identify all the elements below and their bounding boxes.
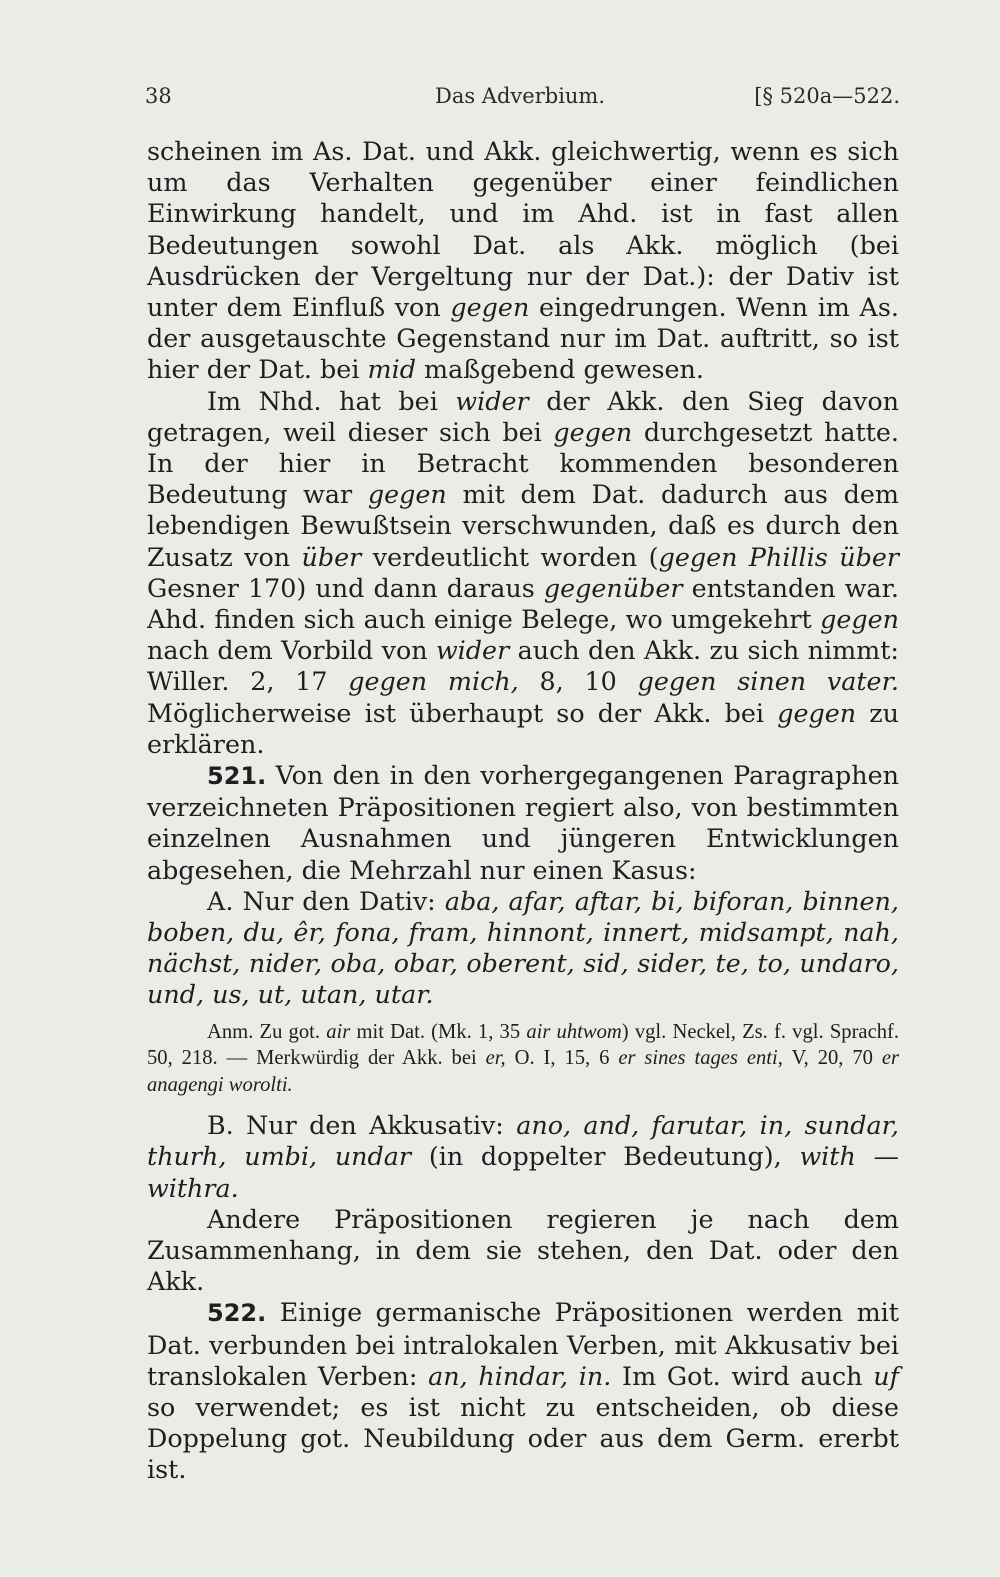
page-number: 38 — [145, 84, 172, 108]
running-title: Das Adverbium. — [435, 84, 606, 108]
section-range: [§ 520a—522. — [754, 84, 900, 108]
annotation: Anm. Zu got. air mit Dat. (Mk. 1, 35 air uhtwom) vgl. Neckel, Zs. f. vgl. Sprachf. 50, 218. — Merkwürdig der Akk. bei er, O. I, 15, 6 er sines tages enti, V, 20, 70 er anagengi worolti. — [147, 1020, 900, 1096]
page-body — [147, 136, 899, 1486]
list-a-dativ: A. Nur den Dativ: aba, afar, aftar, bi, biforan, binnen, boben, du, êr, fona, fram, hinnont, innert, midsampt, nah, nächst, nider, oba, obar, oberent, sid, sider, te, to, undaro, und, us, ut, utan, utar. — [147, 885, 899, 1010]
paragraph-nhd: Im Nhd. hat bei wider der Akk. den Sieg davon getragen, weil dieser sich bei gegen durchgesetzt hatte. In der hier in Betracht kommenden besonderen Bedeutung war gegen mit dem Dat. dadurch aus dem lebendigen Bewußtsein verschwunden, daß es durch den Zusatz von über verdeutlicht worden (gegen Phillis über Gesner 170) und dann daraus gegenüber entstanden war. Ahd. finden sich auch einige Belege, wo umgekehrt gegen nach dem Vorbild von wider auch den Akk. zu sich nimmt: Willer. 2, 17 gegen mich, 8, 10 gegen sinen vater. Möglicherweise ist überhaupt so der Akk. bei gegen zu erklären. — [147, 385, 900, 759]
section-522: 522. Einige germanische Präpositionen werden mit Dat. verbunden bei intralokalen Verben, mit Akkusativ bei translokalen Verben: an, hindar, in. Im Got. wird auch uf so verwendet; es ist nicht zu entscheiden, ob diese Doppelung got. Neubildung oder aus dem Germ. ererbt ist. — [147, 1297, 899, 1485]
section-number: 521. — [207, 762, 267, 791]
paragraph-continuation: scheinen im As. Dat. und Akk. gleichwertig, wenn es sich um das Verhalten gegenüber einer feindlichen Einwirkung handelt, und im Ahd. ist in fast allen Bedeutungen sowohl Dat. als Akk. möglich (bei Ausdrücken der Vergeltung nur der Dat.): der Dativ ist unter dem Einfluß von gegen eingedrungen. Wenn im As. der ausgetauschte Gegenstand nur im Dat. auftritt, so ist hier der Dat. bei mid maßgebend gewesen. — [147, 136, 899, 385]
paragraph-closing: Andere Präpositionen regieren je nach dem Zusammenhang, in dem sie stehen, den Dat. oder den Akk. — [147, 1203, 899, 1297]
section-number: 522. — [207, 1299, 267, 1328]
list-b-akkusativ: B. Nur den Akkusativ: ano, and, farutar, in, sundar, thurh, umbi, undar (in doppelter Bedeutung), with — withra. — [147, 1110, 899, 1203]
section-521: 521. Von den in den vorhergegangenen Paragraphen verzeichneten Präpositionen regiert also, von bestimmten einzelnen Ausnahmen und jüngeren Entwicklungen abgesehen, die Mehrzahl nur einen Kasus: — [147, 760, 899, 885]
running-header — [145, 84, 900, 114]
